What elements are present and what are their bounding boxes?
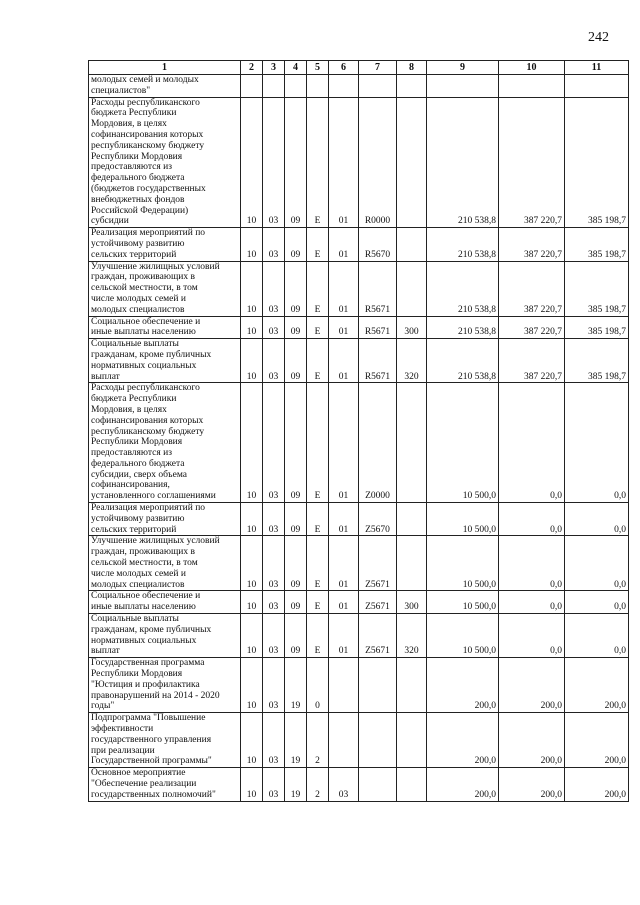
amount-col9-cell: 10 500,0 bbox=[427, 614, 499, 658]
table-row bbox=[89, 713, 629, 768]
subprogram-code-cell bbox=[307, 75, 329, 98]
amount-col11-cell: 200,0 bbox=[565, 768, 629, 801]
table-row bbox=[89, 658, 629, 713]
expense-direction-cell: R5671 bbox=[359, 339, 397, 383]
program-code-cell: 09 bbox=[285, 261, 307, 316]
amount-col11-cell: 200,0 bbox=[565, 713, 629, 768]
row-description: Основное мероприятие "Обеспечение реализации государственных полномочий" bbox=[91, 768, 216, 800]
section-code-cell: 10 bbox=[241, 97, 263, 228]
program-code-cell: 09 bbox=[285, 383, 307, 503]
subsection-code-cell: 03 bbox=[263, 261, 285, 316]
header-cell: 2 bbox=[241, 61, 263, 75]
amount-col11-cell: 0,0 bbox=[565, 383, 629, 503]
subsection-code-cell: 03 bbox=[263, 614, 285, 658]
amount-col10-cell: 0,0 bbox=[499, 536, 565, 591]
header-cell: 3 bbox=[263, 61, 285, 75]
subprogram-code-cell: 2 bbox=[307, 768, 329, 801]
amount-col9-cell: 10 500,0 bbox=[427, 536, 499, 591]
amount-col10-cell: 0,0 bbox=[499, 503, 565, 536]
table-row bbox=[89, 316, 629, 339]
main-event-code-cell bbox=[329, 713, 359, 768]
main-event-code-cell: 01 bbox=[329, 316, 359, 339]
main-event-code-cell bbox=[329, 658, 359, 713]
amount-col9-cell: 210 538,8 bbox=[427, 261, 499, 316]
subprogram-code-cell: Е bbox=[307, 339, 329, 383]
program-code-cell: 09 bbox=[285, 503, 307, 536]
subprogram-code-cell: Е bbox=[307, 97, 329, 228]
table-row bbox=[89, 768, 629, 801]
amount-col10-cell: 387 220,7 bbox=[499, 316, 565, 339]
amount-col10-cell bbox=[499, 75, 565, 98]
section-code-cell: 10 bbox=[241, 713, 263, 768]
amount-col9-cell: 210 538,8 bbox=[427, 316, 499, 339]
program-code-cell: 19 bbox=[285, 713, 307, 768]
amount-col11-cell: 385 198,7 bbox=[565, 339, 629, 383]
main-event-code-cell: 01 bbox=[329, 261, 359, 316]
amount-col10-cell: 387 220,7 bbox=[499, 261, 565, 316]
amount-col9-cell: 200,0 bbox=[427, 768, 499, 801]
subsection-code-cell: 03 bbox=[263, 536, 285, 591]
row-description-cell bbox=[89, 339, 241, 383]
row-description-cell bbox=[89, 658, 241, 713]
header-cell: 6 bbox=[329, 61, 359, 75]
subsection-code-cell: 03 bbox=[263, 316, 285, 339]
row-description-cell bbox=[89, 383, 241, 503]
amount-col9-cell: 200,0 bbox=[427, 713, 499, 768]
expense-direction-cell bbox=[359, 75, 397, 98]
amount-col9-cell: 10 500,0 bbox=[427, 383, 499, 503]
header-cell: 8 bbox=[397, 61, 427, 75]
row-description-cell bbox=[89, 316, 241, 339]
expense-direction-cell: Z0000 bbox=[359, 383, 397, 503]
subsection-code-cell: 03 bbox=[263, 713, 285, 768]
amount-col11-cell: 385 198,7 bbox=[565, 261, 629, 316]
program-code-cell: 09 bbox=[285, 339, 307, 383]
section-code-cell: 10 bbox=[241, 383, 263, 503]
header-cell: 1 bbox=[89, 61, 241, 75]
section-code-cell: 10 bbox=[241, 536, 263, 591]
row-description: Улучшение жилищных условий граждан, проживающих в сельской местности, в том числе молодых семей и молодых специалистов bbox=[91, 261, 220, 315]
program-code-cell: 19 bbox=[285, 658, 307, 713]
expense-type-cell bbox=[397, 658, 427, 713]
row-description-cell bbox=[89, 97, 241, 228]
subprogram-code-cell: Е bbox=[307, 383, 329, 503]
main-event-code-cell: 01 bbox=[329, 614, 359, 658]
table-row bbox=[89, 261, 629, 316]
amount-col11-cell: 0,0 bbox=[565, 591, 629, 614]
table-row bbox=[89, 75, 629, 98]
header-cell: 11 bbox=[565, 61, 629, 75]
expense-type-cell: 320 bbox=[397, 339, 427, 383]
expense-direction-cell: Z5671 bbox=[359, 614, 397, 658]
expense-direction-cell: R5670 bbox=[359, 228, 397, 261]
row-description-cell bbox=[89, 536, 241, 591]
amount-col11-cell bbox=[565, 75, 629, 98]
row-description: молодых семей и молодых специалистов" bbox=[91, 75, 199, 96]
page-number: 242 bbox=[588, 30, 609, 45]
expense-direction-cell: Z5671 bbox=[359, 536, 397, 591]
row-description-cell bbox=[89, 768, 241, 801]
amount-col9-cell: 10 500,0 bbox=[427, 591, 499, 614]
row-description: Социальное обеспечение и иные выплаты населению bbox=[91, 316, 201, 338]
expense-direction-cell: Z5670 bbox=[359, 503, 397, 536]
row-description: Улучшение жилищных условий граждан, проживающих в сельской местности, в том числе молодых семей и молодых специалистов bbox=[91, 536, 220, 590]
subsection-code-cell bbox=[263, 75, 285, 98]
row-description-cell bbox=[89, 591, 241, 614]
row-description-cell bbox=[89, 75, 241, 98]
main-event-code-cell: 01 bbox=[329, 503, 359, 536]
subsection-code-cell: 03 bbox=[263, 591, 285, 614]
row-description: Социальное обеспечение и иные выплаты населению bbox=[91, 591, 201, 613]
expense-direction-cell: R0000 bbox=[359, 97, 397, 228]
subprogram-code-cell: Е bbox=[307, 316, 329, 339]
section-code-cell: 10 bbox=[241, 316, 263, 339]
row-description: Социальные выплаты гражданам, кроме публичных нормативных социальных выплат bbox=[91, 614, 212, 657]
program-code-cell: 09 bbox=[285, 591, 307, 614]
expense-direction-cell bbox=[359, 713, 397, 768]
section-code-cell: 10 bbox=[241, 503, 263, 536]
program-code-cell: 19 bbox=[285, 768, 307, 801]
amount-col9-cell: 10 500,0 bbox=[427, 503, 499, 536]
table-row bbox=[89, 339, 629, 383]
main-event-code-cell: 01 bbox=[329, 536, 359, 591]
amount-col11-cell: 0,0 bbox=[565, 536, 629, 591]
subsection-code-cell: 03 bbox=[263, 228, 285, 261]
row-description-cell bbox=[89, 228, 241, 261]
main-event-code-cell: 01 bbox=[329, 383, 359, 503]
subprogram-code-cell: Е bbox=[307, 614, 329, 658]
expense-type-cell bbox=[397, 713, 427, 768]
amount-col9-cell: 200,0 bbox=[427, 658, 499, 713]
header-cell: 4 bbox=[285, 61, 307, 75]
subprogram-code-cell: Е bbox=[307, 228, 329, 261]
amount-col9-cell: 210 538,8 bbox=[427, 339, 499, 383]
subsection-code-cell: 03 bbox=[263, 658, 285, 713]
header-cell: 10 bbox=[499, 61, 565, 75]
table-row bbox=[89, 383, 629, 503]
subprogram-code-cell: Е bbox=[307, 503, 329, 536]
amount-col10-cell: 387 220,7 bbox=[499, 339, 565, 383]
subprogram-code-cell: 0 bbox=[307, 658, 329, 713]
expense-type-cell: 300 bbox=[397, 316, 427, 339]
main-event-code-cell: 01 bbox=[329, 339, 359, 383]
expense-type-cell bbox=[397, 536, 427, 591]
row-description: Реализация мероприятий по устойчивому развитию сельских территорий bbox=[91, 228, 206, 260]
amount-col9-cell: 210 538,8 bbox=[427, 228, 499, 261]
expense-type-cell bbox=[397, 75, 427, 98]
program-code-cell: 09 bbox=[285, 614, 307, 658]
expense-type-cell bbox=[397, 261, 427, 316]
amount-col11-cell: 385 198,7 bbox=[565, 316, 629, 339]
expense-direction-cell bbox=[359, 658, 397, 713]
section-code-cell: 10 bbox=[241, 768, 263, 801]
expense-type-cell bbox=[397, 97, 427, 228]
subsection-code-cell: 03 bbox=[263, 768, 285, 801]
amount-col10-cell: 200,0 bbox=[499, 768, 565, 801]
main-event-code-cell: 01 bbox=[329, 591, 359, 614]
subsection-code-cell: 03 bbox=[263, 503, 285, 536]
section-code-cell: 10 bbox=[241, 591, 263, 614]
subprogram-code-cell: Е bbox=[307, 591, 329, 614]
expense-type-cell: 320 bbox=[397, 614, 427, 658]
amount-col10-cell: 387 220,7 bbox=[499, 228, 565, 261]
program-code-cell: 09 bbox=[285, 316, 307, 339]
subsection-code-cell: 03 bbox=[263, 383, 285, 503]
main-event-code-cell bbox=[329, 75, 359, 98]
subprogram-code-cell: 2 bbox=[307, 713, 329, 768]
expense-direction-cell: R5671 bbox=[359, 261, 397, 316]
header-cell: 7 bbox=[359, 61, 397, 75]
section-code-cell: 10 bbox=[241, 228, 263, 261]
section-code-cell: 10 bbox=[241, 614, 263, 658]
amount-col11-cell: 385 198,7 bbox=[565, 228, 629, 261]
amount-col11-cell: 385 198,7 bbox=[565, 97, 629, 228]
header-cell: 9 bbox=[427, 61, 499, 75]
section-code-cell: 10 bbox=[241, 339, 263, 383]
expense-type-cell bbox=[397, 768, 427, 801]
subprogram-code-cell: Е bbox=[307, 261, 329, 316]
amount-col11-cell: 0,0 bbox=[565, 503, 629, 536]
row-description: Расходы республиканского бюджета Республики Мордовия, в целях софинансирования которых республиканскому бюджету Республики Мордовия предоставляются из федерального бюджета субсидии, сверх объема софинансирования, установленного соглашениями bbox=[91, 383, 216, 502]
expense-direction-cell bbox=[359, 768, 397, 801]
table-row bbox=[89, 503, 629, 536]
table-row bbox=[89, 228, 629, 261]
program-code-cell: 09 bbox=[285, 228, 307, 261]
expense-type-cell bbox=[397, 503, 427, 536]
table-row bbox=[89, 614, 629, 658]
program-code-cell: 09 bbox=[285, 536, 307, 591]
row-description: Социальные выплаты гражданам, кроме публичных нормативных социальных выплат bbox=[91, 339, 212, 382]
amount-col11-cell: 200,0 bbox=[565, 658, 629, 713]
program-code-cell: 09 bbox=[285, 97, 307, 228]
expense-direction-cell: Z5671 bbox=[359, 591, 397, 614]
section-code-cell: 10 bbox=[241, 261, 263, 316]
table-header-row bbox=[89, 61, 629, 75]
section-code-cell: 10 bbox=[241, 658, 263, 713]
amount-col10-cell: 0,0 bbox=[499, 383, 565, 503]
main-event-code-cell: 01 bbox=[329, 228, 359, 261]
subsection-code-cell: 03 bbox=[263, 339, 285, 383]
main-event-code-cell: 01 bbox=[329, 97, 359, 228]
table-row bbox=[89, 591, 629, 614]
subsection-code-cell: 03 bbox=[263, 97, 285, 228]
section-code-cell bbox=[241, 75, 263, 98]
table-row bbox=[89, 97, 629, 228]
amount-col10-cell: 200,0 bbox=[499, 658, 565, 713]
expense-type-cell bbox=[397, 383, 427, 503]
amount-col10-cell: 0,0 bbox=[499, 591, 565, 614]
main-event-code-cell: 03 bbox=[329, 768, 359, 801]
budget-table bbox=[88, 60, 629, 802]
row-description-cell bbox=[89, 713, 241, 768]
program-code-cell bbox=[285, 75, 307, 98]
expense-direction-cell: R5671 bbox=[359, 316, 397, 339]
subprogram-code-cell: Е bbox=[307, 536, 329, 591]
amount-col9-cell: 210 538,8 bbox=[427, 97, 499, 228]
amount-col9-cell bbox=[427, 75, 499, 98]
row-description: Реализация мероприятий по устойчивому развитию сельских территорий bbox=[91, 503, 206, 535]
row-description: Государственная программа Республики Мордовия "Юстиция и профилактика правонарушений на 2014 - 2020 годы" bbox=[91, 658, 220, 712]
row-description-cell bbox=[89, 503, 241, 536]
amount-col11-cell: 0,0 bbox=[565, 614, 629, 658]
row-description-cell bbox=[89, 614, 241, 658]
row-description: Расходы республиканского бюджета Республики Мордовия, в целях софинансирования которых республиканскому бюджету Республики Мордовия предоставляются из федерального бюджета (бюджетов государственных внебюджетных фондов Российской Федерации) субсидии bbox=[91, 97, 206, 227]
expense-type-cell: 300 bbox=[397, 591, 427, 614]
amount-col10-cell: 200,0 bbox=[499, 713, 565, 768]
row-description: Подпрограмма "Повышение эффективности государственного управления при реализации Государственной программы" bbox=[91, 713, 212, 767]
amount-col10-cell: 0,0 bbox=[499, 614, 565, 658]
expense-type-cell bbox=[397, 228, 427, 261]
amount-col10-cell: 387 220,7 bbox=[499, 97, 565, 228]
table-row bbox=[89, 536, 629, 591]
row-description-cell bbox=[89, 261, 241, 316]
header-cell: 5 bbox=[307, 61, 329, 75]
